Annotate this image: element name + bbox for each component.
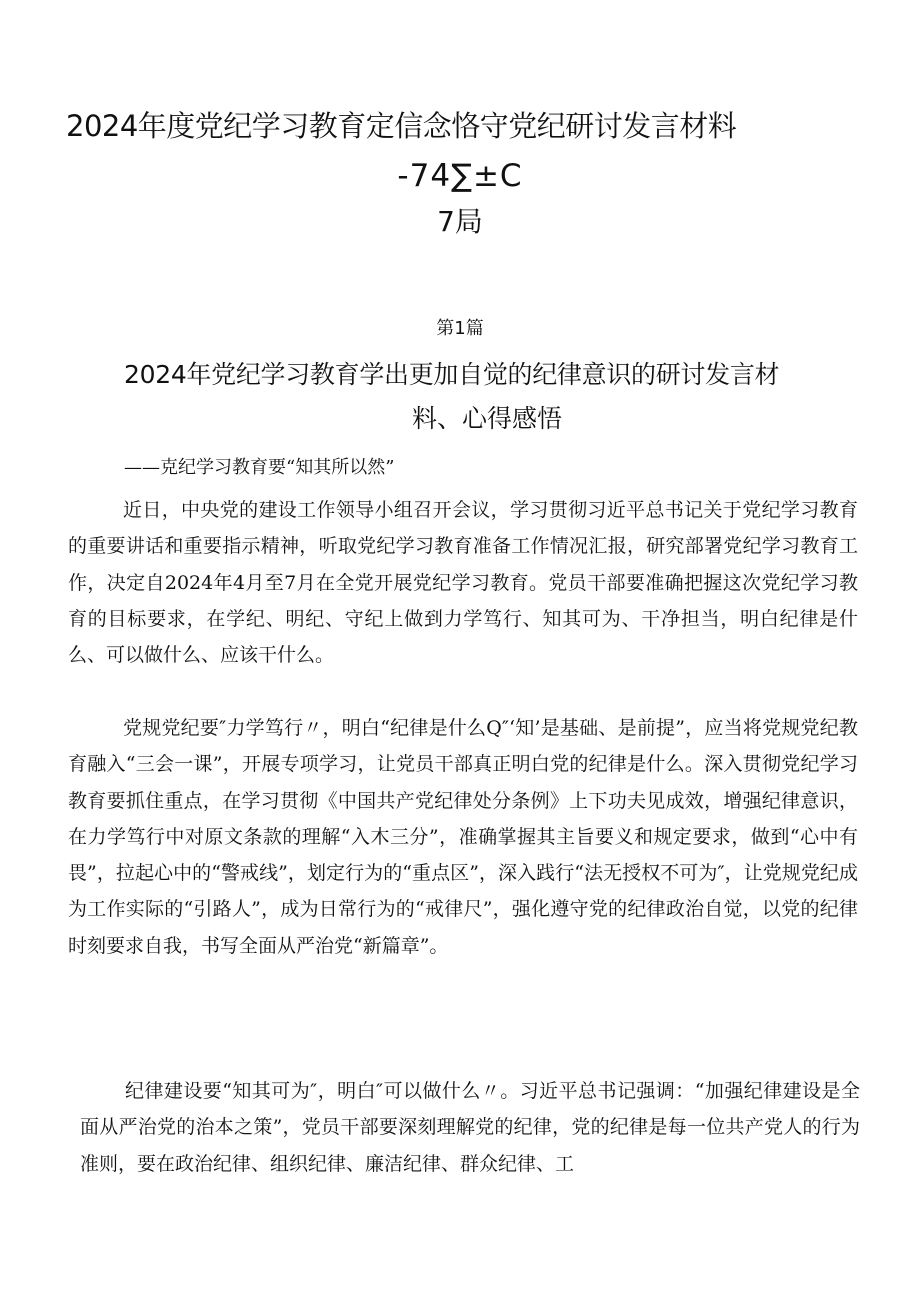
document-title: 2024年度党纪学习教育定信念恪守党纪研讨发言材料 (66, 109, 737, 143)
section-byline: ——克纪学习教育要“知其所以然” (124, 457, 395, 478)
body-paragraph-3: 纪律建设要“知其可为″，明白″可以做什么〃。习近平总书记强调：“加强纪律建设是全面从严治党的治本之策”，党员干部要深刻理解党的纪律，党的纪律是每一位共产党人的行为准则，要在政治纪律、组织纪律、廉洁纪律、群众纪律、工 (80, 1080, 860, 1175)
document-subtitle-line2: 7局 (437, 205, 483, 238)
body-paragraph-1: 近日，中央党的建设工作领导小组召开会议，学习贯彻习近平总书记关于党纪学习教育的重要讲话和重要指示精神，听取党纪学习教育准备工作情况汇报，研究部署党纪学习教育工作，决定自2024年4月至7月在全党开展党纪学习教育。党员干部要准确把握这次党纪学习教育的目标要求，在学纪、明纪、守纪上做到力学笃行、知其可为、干净担当，明白纪律是什么、可以做什么、应该干什么。 (68, 499, 858, 667)
section-heading-line2: 料、心得感悟 (412, 404, 563, 433)
section-heading-line1: 2024年党纪学习教育学出更加自觉的纪律意识的研讨发言材 (124, 360, 780, 389)
document-subtitle-line1: -74∑±C (397, 158, 523, 194)
body-paragraph-2: 党规党纪要″力学笃行〃，明白“纪律是什么Q″‘知’是基础、是前提”，应当将党规党纪教育融入“三会一课”，开展专项学习，让党员干部真正明白党的纪律是什么。深入贯彻党纪学习教育要抓住重点，在学习贯彻《中国共产党纪律处分条例》上下功夫见成效，增强纪律意识，在力学笃行中对原文条款的理解“入木三分”，准确掌握其主旨要义和规定要求，做到“心中有畏”，拉起心中的“警戒线”，划定行为的“重点区”，深入践行“法无授权不可为″，让党规党纪成为工作实际的“引路人”，成为日常行为的“戒律尺”，强化遵守党的纪律政治自觉，以党的纪律时刻要求自我，书写全面从严治党“新篇章”。 (68, 717, 858, 957)
chapter-label: 第1篇 (436, 318, 484, 339)
